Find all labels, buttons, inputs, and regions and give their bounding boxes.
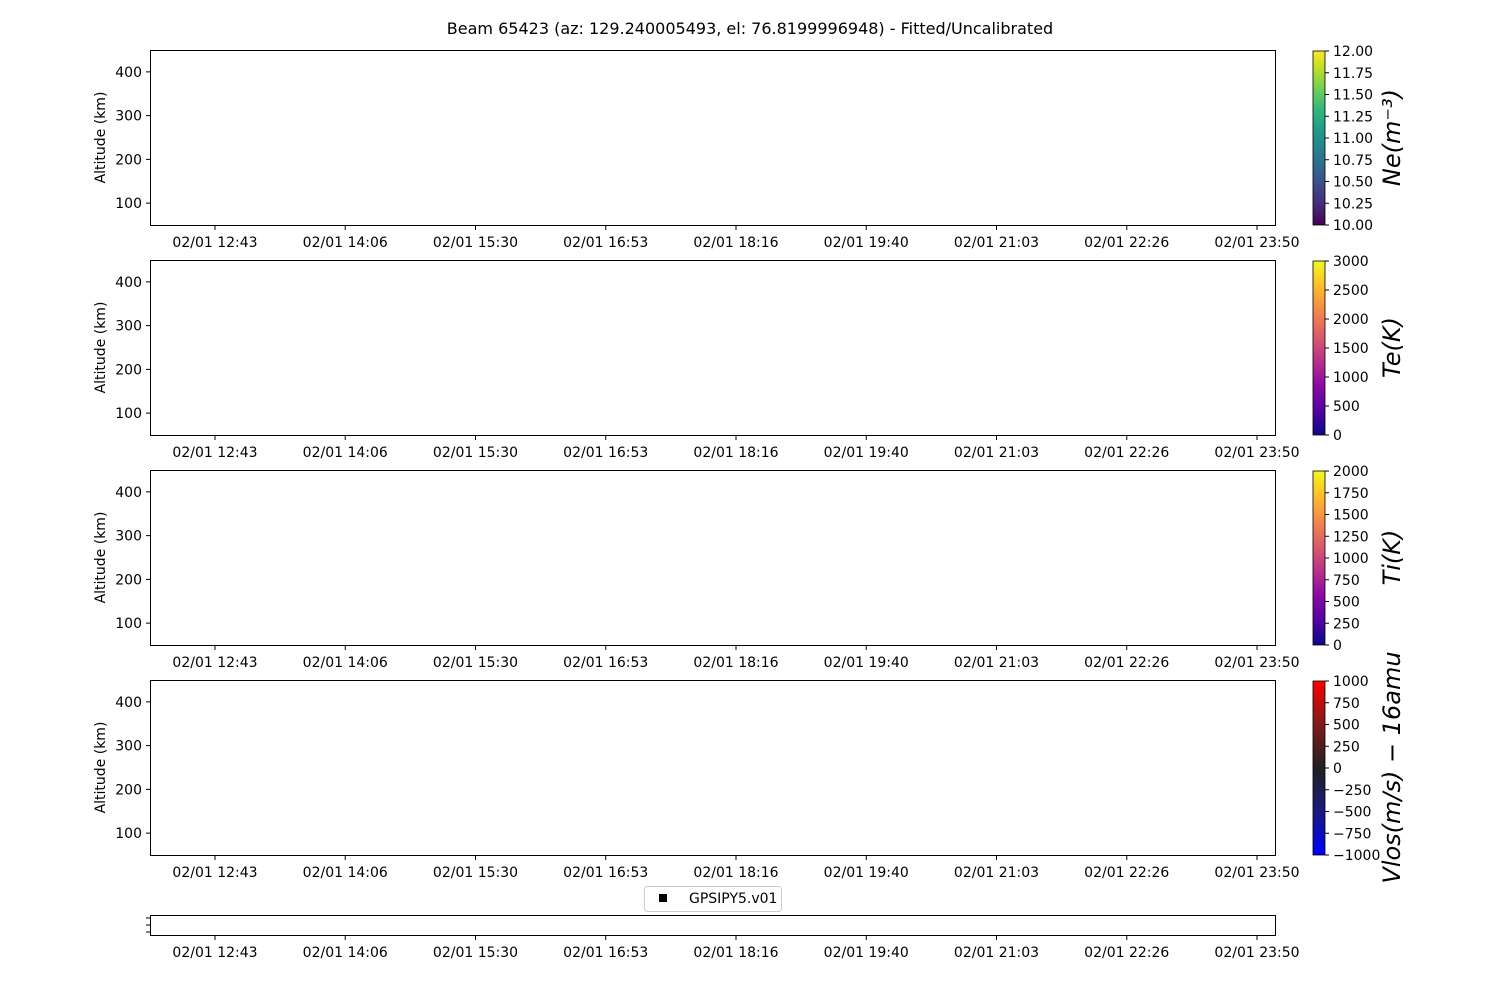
panel-3-xtick-label: 02/01 18:16 [693, 655, 779, 671]
panel-4-colorbar-tick-label: 1000 [1333, 674, 1369, 690]
panel-1-xtick-label: 02/01 22:26 [1084, 235, 1170, 251]
panel-1-colorbar-tick-label: 11.00 [1333, 131, 1374, 147]
panel-3-xtick-label: 02/01 21:03 [953, 655, 1040, 671]
panel-1-xtick-label: 02/01 16:53 [563, 235, 649, 251]
panel-1-colorbar-tick-label: 10.00 [1333, 218, 1374, 234]
panel-4-xtick-label: 02/01 23:50 [1214, 865, 1300, 881]
panel-4-colorbar-tick-label: 0 [1333, 761, 1342, 777]
panel-2-ytick-label: 100 [115, 406, 142, 423]
panel-2-ylabel: Altitude (km) [93, 301, 109, 394]
panel-1-xtick-label: 02/01 23:50 [1214, 235, 1300, 251]
panel-3-colorbar [1313, 471, 1325, 645]
panel-3-ytick-label: 400 [115, 484, 142, 501]
panel-1-ytick-label: 200 [115, 152, 142, 169]
panel-2-ytick-label: 300 [115, 318, 142, 335]
panel-2-axes [151, 261, 1276, 436]
panel-4-ytick-label: 400 [115, 694, 142, 711]
strip-xtick-label: 02/01 19:40 [823, 945, 909, 961]
panel-1-colorbar-tick-label: 10.50 [1333, 174, 1374, 191]
panel-4-ytick-label: 200 [115, 782, 142, 799]
panel-4-colorbar-label: Vlos(m/s) − 16amu [1378, 651, 1406, 884]
panel-3-colorbar-tick-label: 750 [1333, 572, 1360, 589]
panel-4-xtick-label: 02/01 19:40 [823, 865, 909, 881]
panel-4-xtick-label: 02/01 21:03 [953, 865, 1040, 881]
panel-3-colorbar-label: Ti(K) [1378, 529, 1406, 586]
panel-4-colorbar [1313, 681, 1325, 855]
panel-4-colorbar-tick-label: 750 [1333, 695, 1360, 712]
panel-3-xtick-label: 02/01 23:50 [1214, 655, 1300, 671]
panel-2-xtick-label: 02/01 16:53 [563, 445, 649, 461]
panel-1-axes [151, 51, 1276, 226]
panel-1-xtick-label: 02/01 12:43 [172, 235, 258, 251]
strip-xtick-label: 02/01 16:53 [563, 945, 649, 961]
panel-4-colorbar-tick-label: −250 [1333, 782, 1372, 799]
panel-1-xtick-label: 02/01 18:16 [693, 235, 779, 251]
panel-1-colorbar-tick-label: 11.75 [1333, 65, 1374, 82]
panel-3-colorbar-tick-label: 1250 [1333, 529, 1369, 546]
panel-3-ylabel: Altitude (km) [93, 511, 109, 604]
strip-xtick-label: 02/01 14:06 [302, 945, 388, 961]
panel-3-colorbar-tick-label: 2000 [1333, 464, 1369, 480]
panel-2-colorbar-tick-label: 2000 [1333, 312, 1369, 328]
strip-xtick-label: 02/01 18:16 [693, 945, 779, 961]
panel-4-xtick-label: 02/01 16:53 [563, 865, 649, 881]
panel-2-xtick-label: 02/01 14:06 [302, 445, 388, 461]
panel-2-ytick-label: 200 [115, 362, 142, 379]
panel-3-colorbar-tick-label: 0 [1333, 638, 1342, 654]
panel-4-ylabel: Altitude (km) [93, 721, 109, 814]
panel-3-xtick-label: 02/01 12:43 [172, 655, 258, 671]
panel-4-colorbar-tick-label: 500 [1333, 717, 1360, 734]
panel-3-xtick-label: 02/01 14:06 [302, 655, 388, 671]
panel-2-ytick-label: 400 [115, 274, 142, 291]
panel-3-xtick-label: 02/01 19:40 [823, 655, 909, 671]
panel-2-xtick-label: 02/01 21:03 [953, 445, 1040, 461]
panel-1-xtick-label: 02/01 19:40 [823, 235, 909, 251]
panel-3-xtick-label: 02/01 15:30 [432, 655, 519, 671]
panel-2-colorbar [1313, 261, 1325, 435]
panel-2-colorbar-tick-label: 2500 [1333, 283, 1369, 299]
panel-3-colorbar-tick-label: 500 [1333, 594, 1360, 611]
panel-1-ylabel: Altitude (km) [93, 91, 109, 184]
panel-2-xtick-label: 02/01 19:40 [823, 445, 909, 461]
panel-4-xtick-label: 02/01 12:43 [172, 865, 258, 881]
panel-2-xtick-label: 02/01 18:16 [693, 445, 779, 461]
panel-1-colorbar-tick-label: 10.25 [1333, 196, 1374, 213]
panel-4-ytick-label: 100 [115, 826, 142, 843]
panel-3-xtick-label: 02/01 22:26 [1084, 655, 1170, 671]
panel-4-axes [151, 681, 1276, 856]
panel-1-ytick-label: 400 [115, 64, 142, 81]
panel-1-colorbar-tick-label: 11.25 [1333, 109, 1374, 126]
panel-3-ytick-label: 100 [115, 616, 142, 633]
panel-3-xtick-label: 02/01 16:53 [563, 655, 649, 671]
strip-xtick-label: 02/01 12:43 [172, 945, 258, 961]
panel-1-xtick-label: 02/01 14:06 [302, 235, 388, 251]
panel-3-colorbar-tick-label: 1750 [1333, 485, 1369, 502]
panel-3-ytick-label: 300 [115, 528, 142, 545]
panel-3-axes [151, 471, 1276, 646]
panel-4-xtick-label: 02/01 14:06 [302, 865, 388, 881]
panel-4-colorbar-tick-label: −500 [1333, 804, 1372, 821]
panel-2-xtick-label: 02/01 22:26 [1084, 445, 1170, 461]
panel-1-colorbar [1313, 51, 1325, 225]
strip-xtick-label: 02/01 21:03 [953, 945, 1040, 961]
panel-4-xtick-label: 02/01 15:30 [432, 865, 519, 881]
panel-4-ytick-label: 300 [115, 738, 142, 755]
panel-1-ytick-label: 300 [115, 108, 142, 125]
panel-1-xtick-label: 02/01 21:03 [953, 235, 1040, 251]
panel-2-xtick-label: 02/01 23:50 [1214, 445, 1300, 461]
panel-3-colorbar-tick-label: 250 [1333, 616, 1360, 633]
panel-2-colorbar-tick-label: 1500 [1333, 341, 1369, 357]
panel-2-colorbar-tick-label: 500 [1333, 399, 1360, 415]
panel-2-colorbar-tick-label: 3000 [1333, 254, 1369, 270]
panel-4-xtick-label: 02/01 22:26 [1084, 865, 1170, 881]
panel-3-ytick-label: 200 [115, 572, 142, 589]
panel-1-colorbar-tick-label: 10.75 [1333, 152, 1374, 169]
strip-xtick-label: 02/01 15:30 [432, 945, 519, 961]
panel-2-xtick-label: 02/01 15:30 [432, 445, 519, 461]
panel-1-colorbar-label: Ne(m⁻³) [1378, 88, 1406, 187]
panel-4-colorbar-tick-label: −1000 [1333, 848, 1381, 864]
panel-4-colorbar-tick-label: −750 [1333, 826, 1372, 843]
panel-2-colorbar-tick-label: 1000 [1333, 370, 1369, 386]
panel-4-colorbar-tick-label: 250 [1333, 739, 1360, 756]
strip-axes [151, 916, 1276, 936]
panel-2-colorbar-tick-label: 0 [1333, 428, 1342, 444]
panel-2-colorbar-label: Te(K) [1378, 317, 1406, 378]
panel-4-xtick-label: 02/01 18:16 [693, 865, 779, 881]
panel-1-xtick-label: 02/01 15:30 [432, 235, 519, 251]
strip-xtick-label: 02/01 22:26 [1084, 945, 1170, 961]
panel-2-xtick-label: 02/01 12:43 [172, 445, 258, 461]
panel-1-colorbar-tick-label: 11.50 [1333, 87, 1374, 104]
strip-xtick-label: 02/01 23:50 [1214, 945, 1300, 961]
legend-label: GPSIPY5.v01 [689, 891, 778, 907]
figure-title: Beam 65423 (az: 129.240005493, el: 76.8199996948) - Fitted/Uncalibrated [446, 19, 1054, 38]
panel-1-colorbar-tick-label: 12.00 [1333, 44, 1374, 60]
panel-3-colorbar-tick-label: 1500 [1333, 507, 1369, 524]
legend-marker [659, 894, 667, 902]
panel-3-colorbar-tick-label: 1000 [1333, 551, 1369, 567]
panel-1-ytick-label: 100 [115, 196, 142, 213]
